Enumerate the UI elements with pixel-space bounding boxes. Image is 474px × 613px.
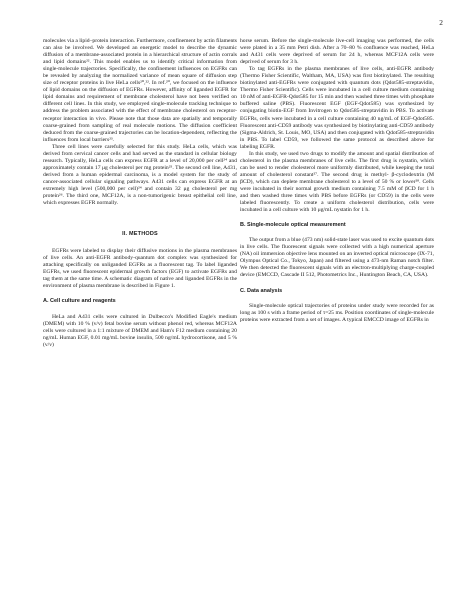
cell-culture-paragraph: HeLa and A431 cells were cultured in Dulbecco's Modified Eagle's medium (DMEM) with 10 % (v/v) fetal bovine serum without phenol red, whereas MCF12A cells were cultured in a 1:1 mixture of DMEM and Ham's F12 medium containing 20 ng/mL Human EGF, 0.01 mg/mL bovine insulin, 500 ng/mL hydrocortisone, and 5 %(v/v)	[43, 313, 237, 348]
subsection-heading-data-analysis: C. Data analysis	[240, 287, 283, 294]
methods-section-heading: II. METHODS	[122, 231, 158, 238]
optical-measurement-paragraph: The output from a blue (473 nm) solid-state laser was used to excite quantum dots in live cells. The fluorescent signals were collected with a high numerical aperture (NA) oil immersion objective lens mounted on an inverted optical microscope (IX-71, Olympus Optical Co., Tokyo, Japan) and filtered using a 473-nm Raman notch filter. We then detected the fluorescent signals with an electron-multiplying charge-coupled device (EMCCD, Cascade II 512, Photometrics Inc., Huntington Beach, CA, USA).	[240, 237, 434, 279]
left-column	[43, 38, 237, 349]
data-analysis-paragraph: Single-molecule optical trajectories of proteins under study were recorded for as long as 100 s with a frame period of τ=25 ms. Position coordinates of single-molecule proteins were extracted from a set of images. A typical EMCCD image of EGFRs in	[240, 302, 434, 323]
methods-intro-paragraph: EGFRs were labeled to display their diffusive motions in the plasma membranes of live cells. An anti-EGFR antibody-quantum dot complex was synthesized for attaching specifically on unliganded EGFRs as a fluorescent tag. To label liganded EGFRs, we used fluorescent epidermal growth factors (EGF) to activate EGFRs and tag them at the same time. A schematic diagram of native and liganded EGFRs in the environment of plasma membrane is described in Figure 1.	[43, 248, 237, 290]
intro-paragraph-continued: molecules via a lipid–protein interaction. Furthermore, confinement by actin filaments can also be involved. We developed an energetic model to describe the dynamic diffusion of a membrane-associated protein in a hierarchical structure of actin corrals and lipid domains²². This model enables us to identify critical information from single-molecule trajectories. Specifically, the confinement influences on EGFRs can be revealed by analyzing the normalized variance of mean square of diffusion step size of receptor proteins in live HeLa cells²⁰,²². In ref.²⁰, we focused on the influence of lipid domains on the diffusion of EGFRs. However, affinity of liganded EGFR for lipid domains and requirement of membrane cholesterol have not been verified on different cell lines. In this study, we employed single-molecule tracking technique to address the problem associated with the effect of membrane cholesterol on receptor-receptor interaction in vivo. Please note that those data are spatially and temporally coarse-grained from sampling of real molecule motions. The diffusion coefficient deduced from the coarse-grained trajectories can be location-dependent, reflecting the influences from local barriers²³.	[43, 38, 237, 143]
cell-lines-paragraph: Three cell lines were carefully selected for this study. HeLa cells, which was derived from cervical cancer cells and had served as the standard in cellular biology research. Typically, HeLa cells can express EGFR at a level of 20,000 per cell²⁴ and approximately contain 17 μg cholesterol per mg protein²⁵. The second cell line, A431, derived from a human epidermal carcinoma, is a model system for the study of cancer-associated cellular signaling pathways. A431 cells can express EGFR at an extremely high level (500,000 per cell)²⁴ and contain 32 μg cholesterol per mg protein²⁶. The third one, MCF12A, is a non-tumorigenic breast epithelial cell line, which expresses EGFR normally.	[43, 143, 237, 207]
labeling-paragraph: To tag EGFRs in the plasma membranes of live cells, anti-EGFR antibody (Thermo Fisher Scientific, Waltham, MA, USA) was first biotinylated. The resulting biotinylated anti-EGFRs were conjugated with quantum dots (Qdot585-streptavidin, Thermo Fisher Scientific). Cells were incubated in a cell culture medium containing 10 nM of anti-EGFR-Qdot585 for 15 min and then washed three times with phosphate buffered saline (PBS). Fluorescent EGF (EGF-Qdot585) was synthesized by conjugating biotin-EGF from Invitrogen to Qdot585-streptavidin in PBS. To activate EGFRs, cells were incubated in a cell culture containing 40 ng/mL of EGF-Qdot585. Fluorescent anti-CD59 antibody was synthesized by biotinylating anti-CD59 antibody (Sigma-Aldrich, St. Louis, MO, USA) and then conjugated with Qdot585-streptavidin in PBS. To label CD59, we followed the same protocol as described above for labeling EGFR.	[240, 66, 434, 150]
page-number: 2	[439, 18, 443, 27]
drug-treatment-paragraph: In this study, we used two drugs to modify the amount and spatial distribution of cholesterol in the plasma membranes of live cells. The first drug is nystatin, which can be used to render cholesterol more uniformly distributed, while keeping the total amount of cholesterol constant²⁷. The second drug is methyl- β-cyclodextrin (M βCD), which can deplete membrane cholesterol to a level of 50 % or lower²⁸. Cells were incubated in their normal growth medium containing 7.5 mM of βCD for 1 h and then washed three times with PBS before EGFRs (or CD59) in the cells were labeled fluorescently. To create a uniform cholesterol distribution, cells were incubated in a cell culture with 10 μg/mL nystatin for 1 h.	[240, 150, 434, 214]
subsection-heading-cell-culture: A. Cell culture and reagents	[43, 298, 116, 305]
subsection-heading-optical-measurement: B. Single-molecule optical measurement	[240, 222, 346, 229]
cell-culture-paragraph-continued: horse serum. Before the single-molecule live-cell imaging was performed, the cells were plated in a 35 mm Petri dish. After a 70–80 % confluence was reached, HeLa and A431 cells were deprived of serum for 24 h, whereas MCF12A cells were deprived of serum for 3 h.	[240, 38, 434, 66]
right-column	[240, 38, 434, 324]
